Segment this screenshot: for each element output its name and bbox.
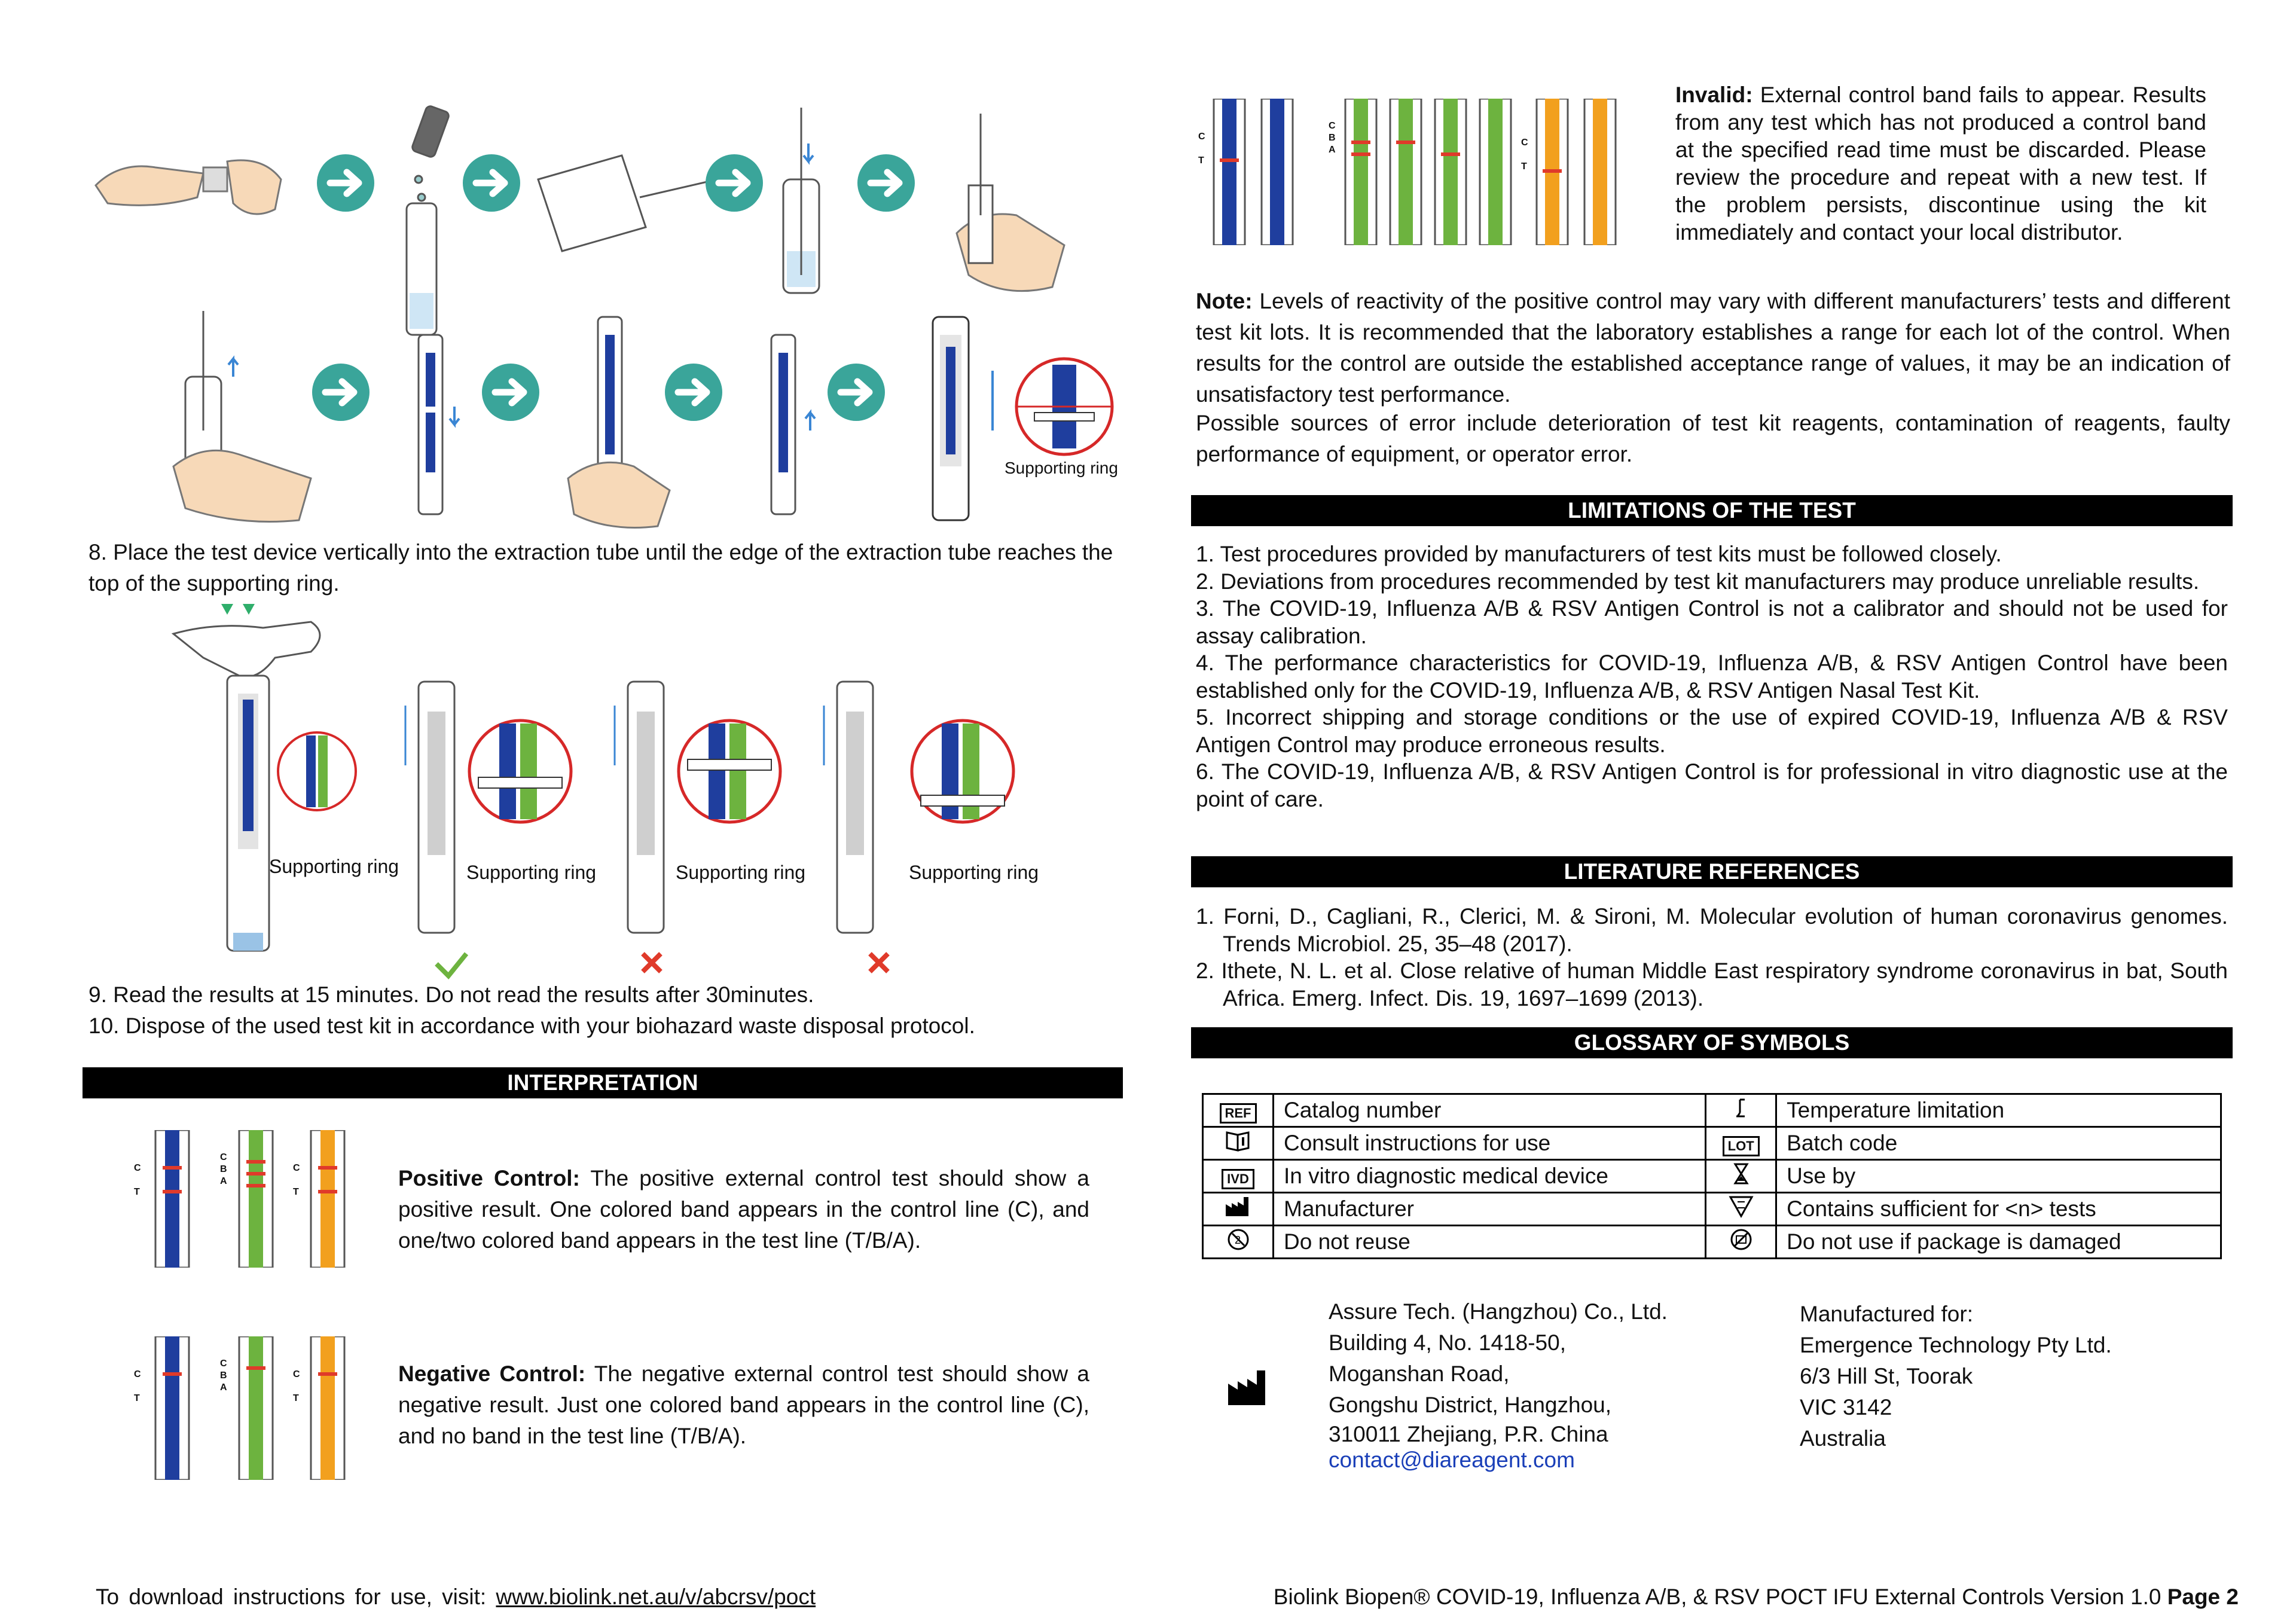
hourglass-icon	[1732, 1162, 1750, 1186]
glossary-desc: Do not reuse	[1274, 1226, 1706, 1259]
svg-text:B: B	[220, 1370, 227, 1381]
swab-withdraw	[173, 311, 311, 522]
svg-text:B: B	[220, 1164, 227, 1174]
svg-text:C: C	[220, 1152, 227, 1162]
cross-icon	[870, 954, 888, 972]
glossary-desc: Batch code	[1776, 1127, 2221, 1160]
limitations-heading: LIMITATIONS OF THE TEST	[1191, 495, 2233, 526]
glossary-desc: Use by	[1776, 1160, 2221, 1193]
table-row	[1203, 1226, 2221, 1259]
do-not-reuse-icon	[1226, 1228, 1250, 1251]
step-10-text: 10. Dispose of the used test kit in accordance with your biohazard waste disposal protocol.	[88, 1013, 975, 1038]
arrow-right-icon	[706, 154, 763, 212]
svg-text:C: C	[1329, 121, 1336, 131]
step-8-text: 8. Place the test device vertically into the extraction tube until the edge of the extraction tube reaches the top of the supporting ring.	[88, 540, 1113, 596]
invalid-text: Invalid: External control band fails to appear. Results from any test which has not produced a control band at the specified read time must be discarded. Please review the procedure and repeat with a new test. If the problem persists, discontinue using the kit immediately and contact your local distributor.	[1675, 83, 2206, 245]
checkmark-icon	[436, 954, 466, 976]
negative-strips-illustration	[132, 1336, 359, 1480]
factory-icon	[1225, 1196, 1252, 1217]
svg-text:C: C	[220, 1358, 227, 1369]
svg-text:C: C	[1521, 138, 1528, 148]
svg-text:A: A	[220, 1176, 227, 1186]
download-url-link[interactable]: www.biolink.net.au/v/abcrsv/poct	[496, 1585, 816, 1609]
procedure-steps-illustration	[84, 96, 1136, 532]
glossary-desc: Catalog number	[1274, 1094, 1706, 1127]
arrow-right-icon	[857, 154, 915, 212]
svg-text:Supporting ring: Supporting ring	[676, 862, 806, 883]
damaged-package-icon	[1728, 1228, 1754, 1251]
arrow-right-icon	[665, 364, 722, 421]
positive-control-text: Positive Control: The positive external control test should show a positive result. One colored band appears in the control line (C), and one/two colored band appears in the test line (T/B/A).	[398, 1166, 1089, 1253]
ivd-icon: IVD	[1222, 1169, 1254, 1189]
config-wrong-2	[824, 682, 1039, 972]
glossary-heading: GLOSSARY OF SYMBOLS	[1191, 1027, 2233, 1058]
table-row	[1203, 1127, 2221, 1160]
glossary-desc: Temperature limitation	[1776, 1094, 2221, 1127]
literature-list	[1196, 903, 2228, 1012]
invalid-label: Invalid:	[1675, 83, 1753, 107]
svg-text:C: C	[293, 1369, 300, 1379]
reference-item: 1. Forni, D., Cagliani, R., Clerici, M. & Sironi, M. Molecular evolution of human coronavirus genomes. Trends Microbiol. 25, 35–48 (2017).	[1196, 904, 2228, 956]
svg-text:A: A	[220, 1382, 227, 1393]
config-correct	[405, 682, 596, 976]
address-line: 6/3 Hill St, Toorak	[1800, 1364, 1973, 1388]
address-line: 310011 Zhejiang, P.R. China	[1329, 1422, 1608, 1446]
positive-control-label: Positive Control:	[398, 1166, 580, 1190]
footer-title: Biolink Biopen® COVID-19, Influenza A/B, & RSV POCT IFU External Controls Version 1.0 Page 2	[1273, 1585, 2239, 1609]
limitation-item: 4. The performance characteristics for COVID-19, Influenza A/B, & RSV Antigen Control have been established only for the COVID-19, Influenza A/B, & RSV Antigen Nasal Test Kit.	[1196, 651, 2228, 703]
svg-text:C: C	[1198, 132, 1205, 142]
address-line: Australia	[1800, 1426, 1886, 1451]
negative-control-text: Negative Control: The negative external control test should show a negative result. Just one colored band appears in the control line (C), and no band in the test line (T/B/A).	[398, 1361, 1089, 1448]
limitations-list	[1196, 541, 2228, 813]
arrow-right-icon	[828, 364, 885, 421]
glossary-desc: Do not use if package is damaged	[1776, 1226, 2221, 1259]
step-9-text: 9. Read the results at 15 minutes. Do not read the results after 30minutes.	[88, 982, 814, 1007]
supporting-ring-caption-0: Supporting ring	[269, 856, 399, 877]
test-device-insert	[419, 335, 459, 514]
address-line: Emergence Technology Pty Ltd.	[1800, 1333, 2112, 1357]
svg-text:T: T	[293, 1393, 299, 1403]
device-pushed	[227, 676, 269, 951]
limitation-item: 5. Incorrect shipping and storage conditions or the use of expired COVID-19, Influenza A/B & RSV Antigen Control may produce erroneous results.	[1196, 705, 2228, 757]
address-line: Gongshu District, Hangzhou,	[1329, 1393, 1612, 1417]
svg-text:Supporting ring: Supporting ring	[909, 862, 1039, 883]
note-text-2: Possible sources of error include deterioration of test kit reagents, contamination of reagents, faulty performance of equipment, or operator error.	[1196, 411, 2230, 466]
book-info-icon	[1225, 1129, 1252, 1153]
svg-text:B: B	[1329, 133, 1336, 143]
note-text: Note: Levels of reactivity of the positive control may vary with different manufacturers’ tests and different test kit lots. It is recommended that the laboratory establishes a range for each lot of the control. When results for the control are outside the established acceptance range of values, it may be an indication of unsatisfactory test performance.	[1196, 289, 2230, 407]
arrow-right-icon	[463, 154, 520, 212]
manufactured-for-address	[1800, 1299, 2218, 1454]
cross-icon	[643, 954, 661, 972]
arrow-right-icon	[482, 364, 539, 421]
zoom-circle-ring	[1016, 359, 1112, 454]
interpretation-heading: INTERPRETATION	[83, 1067, 1123, 1098]
arrow-right-icon	[312, 364, 370, 421]
test-device-mix	[568, 317, 670, 528]
glossary-desc: In vitro diagnostic medical device	[1274, 1160, 1706, 1193]
step-8-illustration	[167, 598, 1052, 981]
svg-text:2: 2	[1234, 1234, 1241, 1246]
glossary-table	[1202, 1093, 2222, 1259]
limitation-item: 2. Deviations from procedures recommended by test kit manufacturers may produce unreliable results.	[1196, 569, 2200, 594]
arrow-right-icon	[317, 154, 374, 212]
assembled-device	[933, 317, 993, 520]
address-line: Building 4, No. 1418-50,	[1329, 1330, 1566, 1355]
lot-icon: LOT	[1723, 1136, 1760, 1156]
hands-open-vial	[96, 160, 281, 214]
limitation-item: 6. The COVID-19, Influenza A/B, & RSV Antigen Control is for professional in vitro diagnostic use at the point of care.	[1196, 759, 2228, 811]
svg-text:T: T	[1521, 161, 1527, 172]
ref-icon: REF	[1220, 1103, 1257, 1124]
invalid-strips-illustration	[1196, 99, 1650, 245]
svg-text:T: T	[134, 1187, 140, 1197]
config-wrong-1	[615, 682, 805, 972]
address-line: VIC 3142	[1800, 1395, 1892, 1419]
thermometer-icon	[1729, 1096, 1753, 1120]
manufacturer-address	[1329, 1296, 1783, 1472]
hand-squeeze-tube	[957, 114, 1064, 291]
svg-text:T: T	[1198, 155, 1204, 166]
contact-email-link[interactable]: contact@diareagent.com	[1329, 1448, 1575, 1472]
limitation-item: 1. Test procedures provided by manufacturers of test kits must be followed closely.	[1196, 542, 2002, 566]
positive-strips-illustration	[132, 1130, 359, 1268]
svg-text:A: A	[1329, 145, 1336, 155]
footer-download: To download instructions for use, visit: www.biolink.net.au/v/abcrsv/poct	[96, 1585, 816, 1609]
svg-text:T: T	[134, 1393, 140, 1403]
svg-text:C: C	[293, 1163, 300, 1173]
glossary-desc: Manufacturer	[1274, 1193, 1706, 1226]
svg-text:Supporting ring: Supporting ring	[466, 862, 597, 883]
hand-push	[173, 622, 320, 677]
svg-text:C: C	[134, 1163, 141, 1173]
reference-item: 2. Ithete, N. L. et al. Close relative of human Middle East respiratory syndrome coronavirus in bat, South Africa. Emerg. Infect. Dis. 19, 1697–1699 (2013).	[1196, 958, 2228, 1011]
table-row	[1203, 1193, 2221, 1226]
supporting-ring-caption: Supporting ring	[1004, 459, 1118, 477]
limitation-item: 3. The COVID-19, Influenza A/B & RSV Antigen Control is not a calibrator and should not be used for assay calibration.	[1196, 596, 2228, 648]
address-line: Manufactured for:	[1800, 1302, 1973, 1326]
negative-control-label: Negative Control:	[398, 1361, 586, 1386]
sufficient-for-icon	[1728, 1195, 1754, 1219]
table-row	[1203, 1160, 2221, 1193]
zoom-ring-detail	[278, 732, 356, 810]
page-number: Page 2	[2167, 1585, 2239, 1609]
manufacturer-factory-icon	[1227, 1369, 1274, 1406]
procedure-illustration-top	[84, 96, 1136, 532]
svg-text:T: T	[293, 1187, 299, 1197]
literature-heading: LITERATURE REFERENCES	[1191, 856, 2233, 887]
glossary-desc: Consult instructions for use	[1274, 1127, 1706, 1160]
note-label: Note:	[1196, 289, 1253, 313]
address-line: Assure Tech. (Hangzhou) Co., Ltd.	[1329, 1299, 1668, 1324]
glossary-desc: Contains sufficient for <n> tests	[1776, 1193, 2221, 1226]
test-device-lift	[771, 335, 815, 514]
down-triangle-icon	[221, 604, 255, 615]
vial-drop-into-tube	[407, 105, 450, 335]
swab-into-tube	[783, 108, 819, 293]
address-line: Moganshan Road,	[1329, 1361, 1510, 1386]
table-row	[1203, 1094, 2221, 1127]
swab-packet	[538, 155, 718, 251]
svg-text:C: C	[134, 1369, 141, 1379]
